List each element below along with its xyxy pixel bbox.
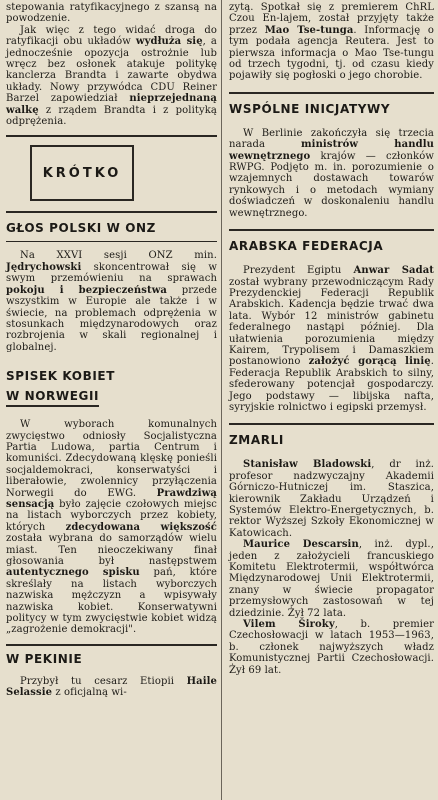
- heading-rule: [6, 241, 217, 242]
- section-divider: [229, 423, 434, 425]
- obituary-bladowski: Stanisław Bladowski, dr inż. profesor nadzwyczajny Akademii Górniczo-Hutniczej im. Staszica, kierownik Zakładu Urządzeń i Systemów Elektro-Energetycznych, b. rektor Wyższej Szkoły Ekonomicznej w Katowicach.: [229, 459, 434, 539]
- krotko-label: KRÓTKO: [42, 165, 122, 181]
- heading-wspolne-inicjatywy: WSPÓLNE INICJATYWY: [229, 101, 391, 116]
- section-divider: [229, 92, 434, 94]
- article-onz: Na XXVI sesji ONZ min. Jędrychowski skoncentrował się w swym przemówieniu na sprawach pokoju i bezpieczeństwa przede wszystkim w Europie ale także i w świecie, na problemach odprężenia w stosunkach międzynarodowych oraz rozbrojenia w skali regionalnej i globalnej.: [6, 250, 217, 353]
- obituary-descarsin: Maurice Descarsin, inż. dypl., jeden z założycieli francuskiego Komitetu Elektrotermii, współtwórca Międzynarodowej Unii Elektrotermii, znany w świecie propagator przemysłowych zastosowań w tej dziedzinie. Żył 72 lata.: [229, 539, 434, 619]
- section-divider: [229, 229, 434, 231]
- krotko-box: [30, 145, 134, 201]
- heading-spisek-kobiet: SPISEK KOBIET: [6, 369, 115, 384]
- column-rule: [221, 0, 222, 800]
- intro-paragraph-1: stepowania ratyfikacyjnego z szansą na powodzenie.: [6, 2, 217, 25]
- article-wspolne: W Berlinie zakończyła się trzecia narada ministrów handlu wewnętrznego krajów — członków RWPG. Podjęto m. in. porozumienie o wzajemnych dostawach towarów rynkowych i o metodach wymiany doświadczeń w doskonaleniu handlu wewnętrznego.: [229, 127, 434, 219]
- intro-paragraph-2: Jak więc z tego widać droga do ratyfikacji obu układów wydłuża się, a jednocześnie opozycja ostrożnie lub wręcz bez osłonek atakuje politykę kanclerza Brandta i zawarte obydwa układy. Nowy przywódca CDU Reiner Barzel zapowiedział nieprzejednaną walkę z rządem Brandta i z polityką odprężenia.: [6, 24, 217, 128]
- section-divider: [6, 135, 217, 137]
- obituary-siroky: Vilem Široky, b. premier Czechosłowacji w latach 1953—1963, b. członek najwyższych władz Komunistycznej Partii Czechosłowacji. Żył 69 lat.: [229, 619, 434, 676]
- section-divider: [6, 644, 217, 646]
- article-pekin: Przybył tu cesarz Etiopii Haile Selassie z oficjalną wi-: [6, 675, 217, 699]
- article-pekin-continued: zytą. Spotkał się z premierem ChRL Czou En-lajem, został przyjęty także przez Mao Tse-tunga. Informację o tym podała agencja Reutera. Jest to pierwsza informacja o Mao Tse-tungu od trzech tygodni, tj. od czasu kiedy pojawiły się pogłoski o jego chorobie.: [229, 2, 434, 82]
- heading-glos-polski: GŁOS POLSKI W ONZ: [6, 221, 156, 236]
- heading-zmarli: ZMARLI: [229, 433, 284, 448]
- heading-arabska-federacja: ARABSKA FEDERACJA: [229, 239, 384, 254]
- heading-w-norwegii: W NORWEGII: [6, 389, 99, 407]
- section-divider: [6, 211, 217, 213]
- heading-w-pekinie: W PEKINIE: [6, 651, 83, 666]
- article-arabska: Prezydent Egiptu Anwar Sadat został wybrany przewodniczącym Rady Prezydenckiej Federacji Republik Arabskich. Kadencja będzie trwać dwa lata. Wybór 12 ministrów gabinetu federalnego nastąpi później. Dla ułatwienia porozumienia między Kairem, Trypolisem i Damaszkiem postanowiono założyć gorącą linię. Federacja Republik Arabskich to silny, sfederowany potencjał gospodarczy. Jego podstawy — libijska nafta, syryjskie rolnictwo i egipski przemysł.: [229, 265, 434, 413]
- right-column: [223, 0, 438, 800]
- article-spisek: W wyborach komunalnych zwycięstwo odniosły Socjalistyczna Partia Ludowa, partia Centrum i komuniści. Zdecydowaną klęskę ponieśli socjaldemokraci, konserwatyści i liberałowie, zwolennicy przyłączenia Norwegii do EWG. Prawdziwą sensacją było zajęcie czołowych miejsc na listach wyborczych przez kobiety, których zdecydowana większość została wybrana do samorządów wielu miast. Ten nieoczekiwany finał głosowania był następstwem autentycznego spisku pań, które skreślały na listach wyborczych nazwiska mężczyzn a wpisywały nazwiska kobiet. Konserwatywni politycy w tym zwycięstwie kobiet widzą „zagrożenie demokracji".: [6, 419, 217, 636]
